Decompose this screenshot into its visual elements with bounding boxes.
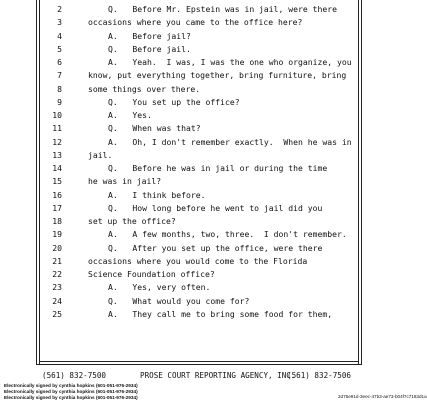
transcript-line <box>0 175 400 188</box>
line-text: occasions where you would come to the Florida <box>88 255 308 266</box>
line-text: jail. <box>88 149 113 160</box>
line-text: know, put everything together, bring furniture, bring <box>88 70 347 81</box>
line-number: 24 <box>52 295 62 306</box>
e-signature-line: Electronically signed by cynthia hopkins (601-051-976-2934) <box>4 395 138 400</box>
line-text: Q. After you set up the office, were there <box>108 242 323 253</box>
line-number: 13 <box>52 149 62 160</box>
transcript-line <box>0 109 400 122</box>
bottom-border-outer <box>36 364 362 365</box>
line-number: 17 <box>52 202 62 213</box>
line-number: 2 <box>57 4 62 14</box>
transcript-line <box>0 149 400 162</box>
line-text: Q. You set up the office? <box>108 96 240 107</box>
line-text: Q. Before jail. <box>108 43 191 54</box>
line-text: A. Yes. <box>108 110 152 120</box>
line-number: 15 <box>52 176 62 187</box>
line-text: Q. How long before he went to jail did you <box>108 202 323 213</box>
line-text: Q. What would you come for? <box>108 295 250 306</box>
line-number: 16 <box>52 189 62 200</box>
line-number: 14 <box>52 163 62 173</box>
transcript-line <box>0 16 400 29</box>
line-text: set up the office? <box>88 216 176 226</box>
line-text: A. Oh, I don't remember exactly. When he was in <box>108 136 352 147</box>
line-text: A. They call me to bring some food for them, <box>108 308 333 319</box>
line-text: A. Yeah. I was, I was the one who organize, you <box>108 57 352 67</box>
transcript-line <box>0 202 400 215</box>
transcript-line <box>0 69 400 82</box>
line-text: A. I think before. <box>108 189 206 200</box>
line-number: 19 <box>52 229 62 240</box>
document-hash: 2d75e91d-3eec-47b3-ae73-b04f7c7183d1a <box>338 394 427 399</box>
line-number: 23 <box>52 282 62 293</box>
line-text: Q. Before Mr. Epstein was in jail, were there <box>108 4 338 14</box>
line-number: 7 <box>57 70 62 81</box>
line-text: A. Yes, very often. <box>108 282 211 293</box>
transcript-line <box>0 30 400 43</box>
transcript-line <box>0 56 400 69</box>
e-signature-line: Electronically signed by cynthia hopkins (601-051-976-2934) <box>4 383 138 388</box>
line-number: 5 <box>57 43 62 54</box>
transcript-line <box>0 43 400 56</box>
transcript-line <box>0 268 400 281</box>
bottom-border-inner <box>39 361 359 362</box>
line-text: A. Before jail? <box>108 30 191 41</box>
transcript-line <box>0 3 400 16</box>
e-signature-line: Electronically signed by cynthia hopkins (601-051-976-2934) <box>4 389 138 394</box>
transcript-line <box>0 228 400 241</box>
line-text: some things over there. <box>88 83 201 94</box>
transcript-line <box>0 96 400 109</box>
line-number: 25 <box>52 308 62 319</box>
line-text: Q. Before he was in jail or during the time <box>108 163 328 173</box>
line-number: 3 <box>57 17 62 28</box>
line-number: 20 <box>52 242 62 253</box>
footer-phone-left: (561) 832-7500 <box>42 371 107 380</box>
transcript-line <box>0 242 400 255</box>
transcript-line <box>0 122 400 135</box>
line-number: 6 <box>57 57 62 67</box>
line-text: A. A few months, two, three. I don't remember. <box>108 229 347 240</box>
transcript-line <box>0 83 400 96</box>
line-number: 22 <box>52 269 62 279</box>
line-number: 10 <box>52 110 62 120</box>
footer-phone-right: (561) 832-7506 <box>287 371 352 380</box>
line-text: he was in jail? <box>88 176 162 187</box>
transcript-line <box>0 189 400 202</box>
line-number: 18 <box>52 216 62 226</box>
line-number: 8 <box>57 83 62 94</box>
line-number: 21 <box>52 255 62 266</box>
line-number: 4 <box>57 30 62 41</box>
transcript-line <box>0 162 400 175</box>
line-text: Q. When was that? <box>108 123 201 134</box>
transcript-line <box>0 136 400 149</box>
line-number: 12 <box>52 136 62 147</box>
line-number: 9 <box>57 96 62 107</box>
line-text: occasions where you came to the office here? <box>88 17 303 28</box>
transcript-line <box>0 255 400 268</box>
line-number: 11 <box>52 123 62 134</box>
transcript-line <box>0 308 400 321</box>
line-text: Science Foundation office? <box>88 269 215 279</box>
footer-agency-name: PROSE COURT REPORTING AGENCY, INC. <box>140 371 296 380</box>
transcript-line <box>0 215 400 228</box>
transcript-line <box>0 281 400 294</box>
transcript-line <box>0 295 400 308</box>
